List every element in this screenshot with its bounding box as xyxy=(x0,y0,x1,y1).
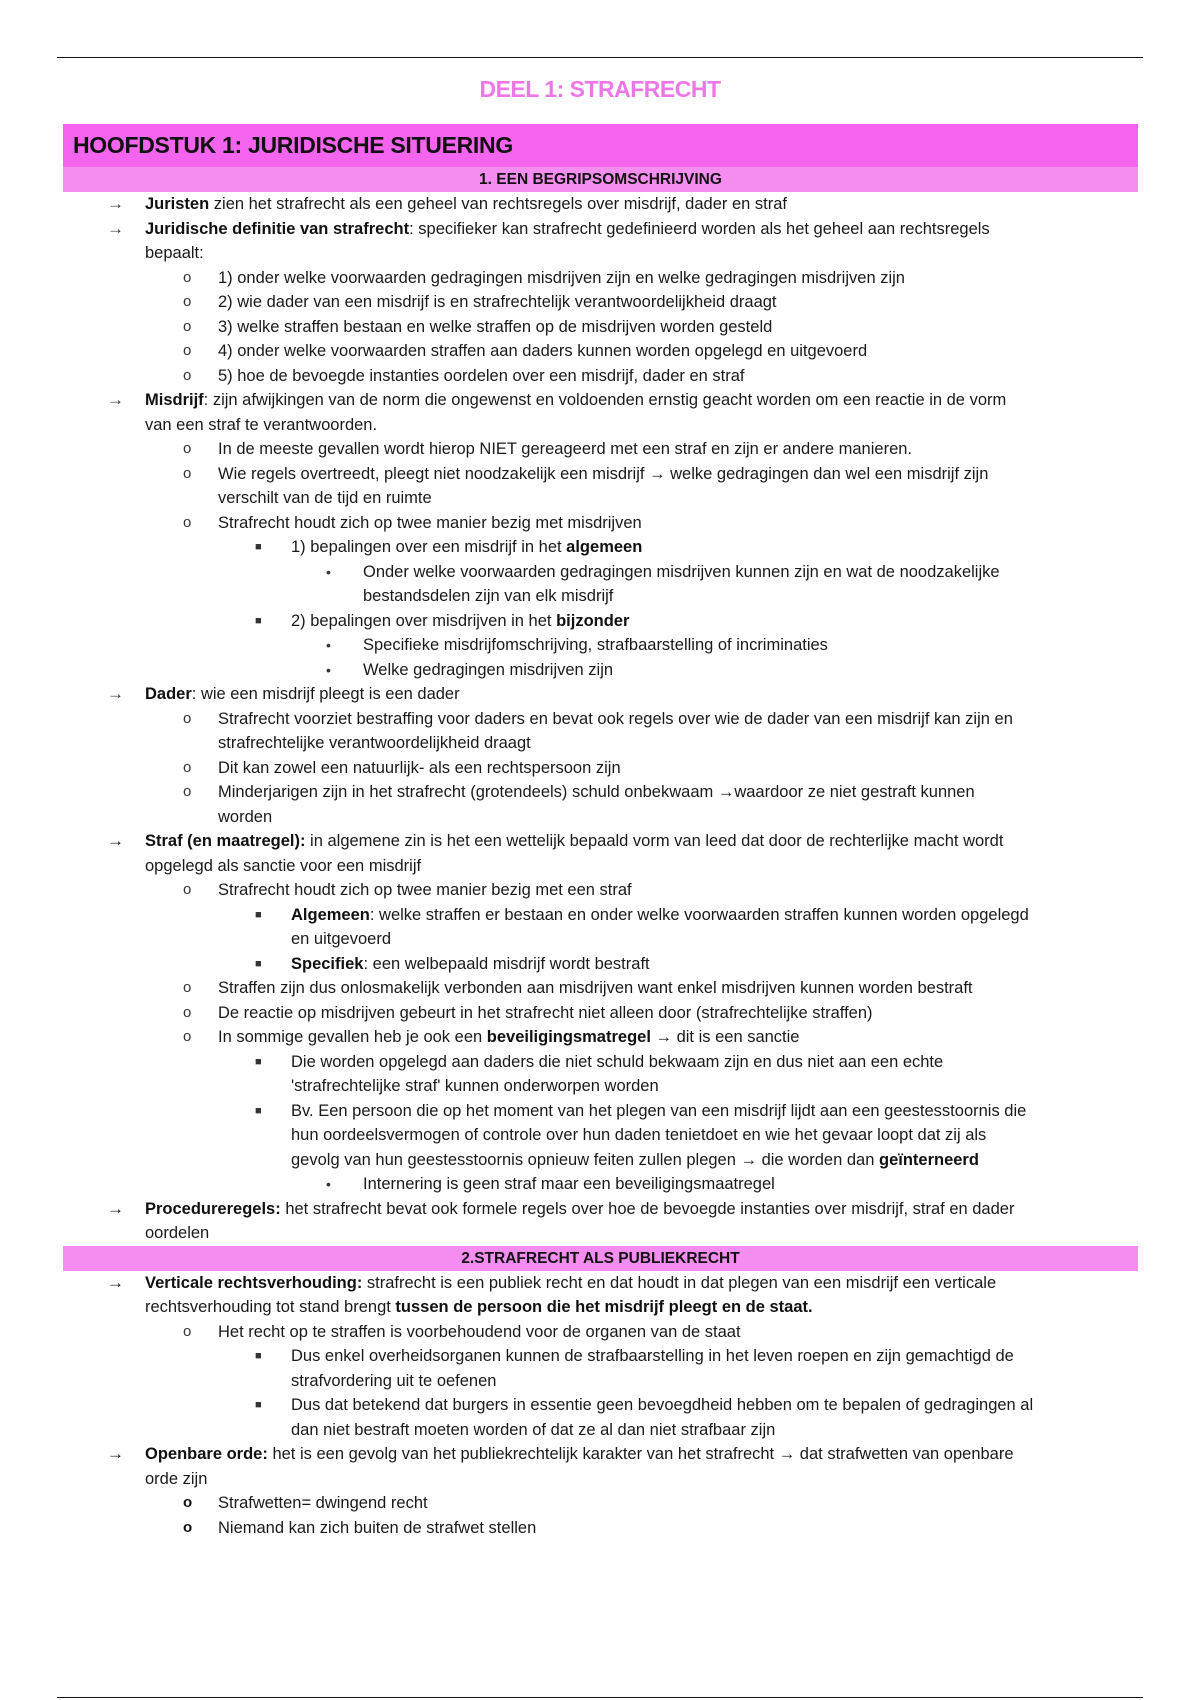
list-item: → Misdrijf: zijn afwijkingen van de norm die ongewenst en voldoenden ernstig geacht worden om een reactie in de vorm xyxy=(63,388,1138,413)
document-body xyxy=(63,124,1138,1540)
list-item: • Internering is geen straf maar een beveiligingsmaatregel xyxy=(63,1172,1138,1197)
circle-bullet-icon: o xyxy=(183,1322,192,1340)
list-item: • Specifieke misdrijfomschrijving, strafbaarstelling of incriminaties xyxy=(63,633,1138,658)
circle-bullet-icon: o xyxy=(183,268,192,286)
list-item: o 4) onder welke voorwaarden straffen aan daders kunnen worden opgelegd en uitgevoerd xyxy=(63,339,1138,364)
list-item: o 5) hoe de bevoegde instanties oordelen over een misdrijf, dader en straf xyxy=(63,364,1138,389)
arrow-icon: → xyxy=(107,1198,124,1218)
circle-bullet-icon: o xyxy=(183,317,192,335)
list-item: o 2) wie dader van een misdrijf is en strafrechtelijk verantwoordelijkheid draagt xyxy=(63,290,1138,315)
circle-bullet-icon: o xyxy=(183,366,192,384)
square-bullet-icon: ■ xyxy=(255,541,262,553)
list-item: → Dader: wie een misdrijf pleegt is een dader xyxy=(63,682,1138,707)
arrow-icon: → xyxy=(107,684,124,703)
arrow-icon: → xyxy=(107,831,124,850)
list-item: o Strafwetten= dwingend recht xyxy=(63,1491,1138,1516)
list-item: o Strafrecht voorziet bestraffing voor daders en bevat ook regels over wie de dader van een misdrijf kan zijn en xyxy=(63,707,1138,732)
circle-bullet-icon: o xyxy=(183,758,192,776)
dot-bullet-icon: • xyxy=(326,1176,331,1192)
list-item-continuation: van een straf te verantwoorden. xyxy=(145,415,378,434)
circle-bullet-icon: o xyxy=(183,1028,192,1045)
list-item-continuation: gevolg van hun geestesstoornis opnieuw feiten zullen plegen → die worden dan geïnterneerd xyxy=(291,1150,979,1169)
list-item: ■ Dus enkel overheidsorganen kunnen de strafbaarstelling in het leven roepen en zijn gemachtigd de xyxy=(63,1344,1138,1369)
circle-bullet-icon: o xyxy=(183,881,192,898)
list-item: ■ Bv. Een persoon die op het moment van het plegen van een misdrijf lijdt aan een geestesstoornis die xyxy=(63,1099,1138,1124)
list-item: → Procedureregels: het strafrecht bevat ook formele regels over hoe de bevoegde instanties over misdrijf, straf en dader xyxy=(63,1197,1138,1222)
dot-bullet-icon: • xyxy=(326,661,331,678)
arrow-icon: → xyxy=(107,218,124,238)
circle-bullet-icon: o xyxy=(183,513,192,531)
list-item: o Minderjarigen zijn in het strafrecht (grotendeels) schuld onbekwaam →waardoor ze niet gestraft kunnen xyxy=(63,780,1138,805)
section-heading-1: 1. EEN BEGRIPSOMSCHRIJVING xyxy=(63,167,1138,192)
square-bullet-icon: ■ xyxy=(255,908,262,921)
bottom-rule xyxy=(57,1697,1143,1698)
square-bullet-icon: ■ xyxy=(255,957,262,970)
list-item-continuation: bestandsdelen zijn van elk misdrijf xyxy=(363,587,614,605)
square-bullet-icon: ■ xyxy=(255,1399,262,1411)
list-item: o Wie regels overtreedt, pleegt niet noodzakelijk een misdrijf → welke gedragingen dan wel een misdrijf zijn xyxy=(63,462,1138,487)
list-item-continuation: hun oordeelsvermogen of controle over hun daden tenietdoet en wie het gevaar loopt dat zij als xyxy=(291,1126,987,1144)
list-item-continuation: worden xyxy=(218,807,273,826)
square-bullet-icon: ■ xyxy=(255,1055,262,1068)
list-item-continuation: strafrechtelijke verantwoordelijkheid draagt xyxy=(218,734,531,752)
dot-bullet-icon: • xyxy=(326,637,331,653)
list-item-continuation: opgelegd als sanctie voor een misdrijf xyxy=(145,856,422,875)
circle-bullet-icon: o xyxy=(183,464,192,482)
list-item: ■ Specifiek: een welbepaald misdrijf wordt bestraft xyxy=(63,952,1138,977)
list-item: o 3) welke straffen bestaan en welke straffen op de misdrijven worden gesteld xyxy=(63,315,1138,340)
list-item: • Onder welke voorwaarden gedragingen misdrijven kunnen zijn en wat de noodzakelijke xyxy=(63,560,1138,585)
circle-bullet-icon: o xyxy=(183,709,192,727)
part-title: DEEL 1: STRAFRECHT xyxy=(479,76,721,102)
list-item: → Juristen zien het strafrecht als een geheel van rechtsregels over misdrijf, dader en straf xyxy=(63,192,1138,217)
list-item: ■ Dus dat betekend dat burgers in essentie geen bevoegdheid hebben om te bepalen of gedragingen al xyxy=(63,1393,1138,1418)
list-item: ■ Die worden opgelegd aan daders die niet schuld bekwaam zijn en dus niet aan een echte xyxy=(63,1050,1138,1075)
arrow-icon: → xyxy=(107,1444,124,1463)
list-item: → Straf (en maatregel): in algemene zin is het een wettelijk bepaald vorm van leed dat door de rechterlijke macht wordt xyxy=(63,829,1138,854)
list-item-continuation: oordelen xyxy=(145,1224,210,1242)
list-item-continuation: bepaalt: xyxy=(145,244,204,262)
circle-bullet-icon: o xyxy=(183,1494,193,1511)
list-item: → Openbare orde: het is een gevolg van het publiekrechtelijk karakter van het strafrecht → dat strafwetten van openbare xyxy=(63,1442,1138,1467)
dot-bullet-icon: • xyxy=(326,563,331,580)
list-item: o 1) onder welke voorwaarden gedragingen misdrijven zijn en welke gedragingen misdrijven zijn xyxy=(63,266,1138,291)
circle-bullet-icon: o xyxy=(183,293,192,310)
list-item: ■ Algemeen: welke straffen er bestaan en onder welke voorwaarden straffen kunnen worden opgelegd xyxy=(63,903,1138,928)
list-item-continuation: strafvordering uit te oefenen xyxy=(291,1371,497,1390)
list-item: o Strafrecht houdt zich op twee manier bezig met misdrijven xyxy=(63,511,1138,536)
list-item: → Juridische definitie van strafrecht: specifieker kan strafrecht gedefinieerd worden als het geheel aan rechtsregels xyxy=(63,217,1138,242)
circle-bullet-icon: o xyxy=(183,1003,192,1021)
circle-bullet-icon: o xyxy=(183,342,192,359)
list-item-continuation: 'strafrechtelijke straf' kunnen onderworpen worden xyxy=(291,1077,659,1095)
square-bullet-icon: ■ xyxy=(255,614,262,627)
list-item: o In de meeste gevallen wordt hierop NIET gereageerd met een straf en zijn er andere manieren. xyxy=(63,437,1138,462)
list-item: o Strafrecht houdt zich op twee manier bezig met een straf xyxy=(63,878,1138,903)
list-item-continuation: verschilt van de tijd en ruimte xyxy=(218,489,432,507)
list-item: o Dit kan zowel een natuurlijk- als een rechtspersoon zijn xyxy=(63,756,1138,781)
list-item-continuation: orde zijn xyxy=(145,1469,208,1488)
square-bullet-icon: ■ xyxy=(255,1350,262,1362)
list-item: o Niemand kan zich buiten de strafwet stellen xyxy=(63,1516,1138,1541)
list-item-continuation: dan niet bestraft moeten worden of dat ze al dan niet strafbaar zijn xyxy=(291,1420,776,1439)
list-item-continuation: rechtsverhouding tot stand brengt tussen de persoon die het misdrijf pleegt en de staat. xyxy=(145,1298,813,1316)
circle-bullet-icon: o xyxy=(183,440,192,457)
list-item: o Het recht op te straffen is voorbehoudend voor de organen van de staat xyxy=(63,1320,1138,1345)
list-item: → Verticale rechtsverhouding: strafrecht is een publiek recht en dat houdt in dat plegen van een misdrijf een verticale xyxy=(63,1271,1138,1296)
circle-bullet-icon: o xyxy=(183,783,192,800)
list-item: ■ 2) bepalingen over misdrijven in het bijzonder xyxy=(63,609,1138,634)
list-item: • Welke gedragingen misdrijven zijn xyxy=(63,658,1138,683)
list-item: o Straffen zijn dus onlosmakelijk verbonden aan misdrijven want enkel misdrijven kunnen worden bestraft xyxy=(63,976,1138,1001)
list-item: ■ 1) bepalingen over een misdrijf in het algemeen xyxy=(63,535,1138,560)
arrow-icon: → xyxy=(107,194,124,213)
arrow-icon: → xyxy=(107,1272,124,1292)
circle-bullet-icon: o xyxy=(183,1518,193,1536)
chapter-heading: HOOFDSTUK 1: JURIDISCHE SITUERING xyxy=(63,124,1138,167)
top-rule xyxy=(57,57,1143,58)
circle-bullet-icon: o xyxy=(183,979,192,996)
square-bullet-icon: ■ xyxy=(255,1104,262,1117)
list-item-continuation: en uitgevoerd xyxy=(291,930,391,948)
list-item: o In sommige gevallen heb je ook een beveiligingsmatregel → dit is een sanctie xyxy=(63,1025,1138,1050)
arrow-icon: → xyxy=(107,390,124,409)
section-heading-2: 2.STRAFRECHT ALS PUBLIEKRECHT xyxy=(63,1246,1138,1271)
list-item: o De reactie op misdrijven gebeurt in het strafrecht niet alleen door (strafrechtelijke straffen) xyxy=(63,1001,1138,1026)
